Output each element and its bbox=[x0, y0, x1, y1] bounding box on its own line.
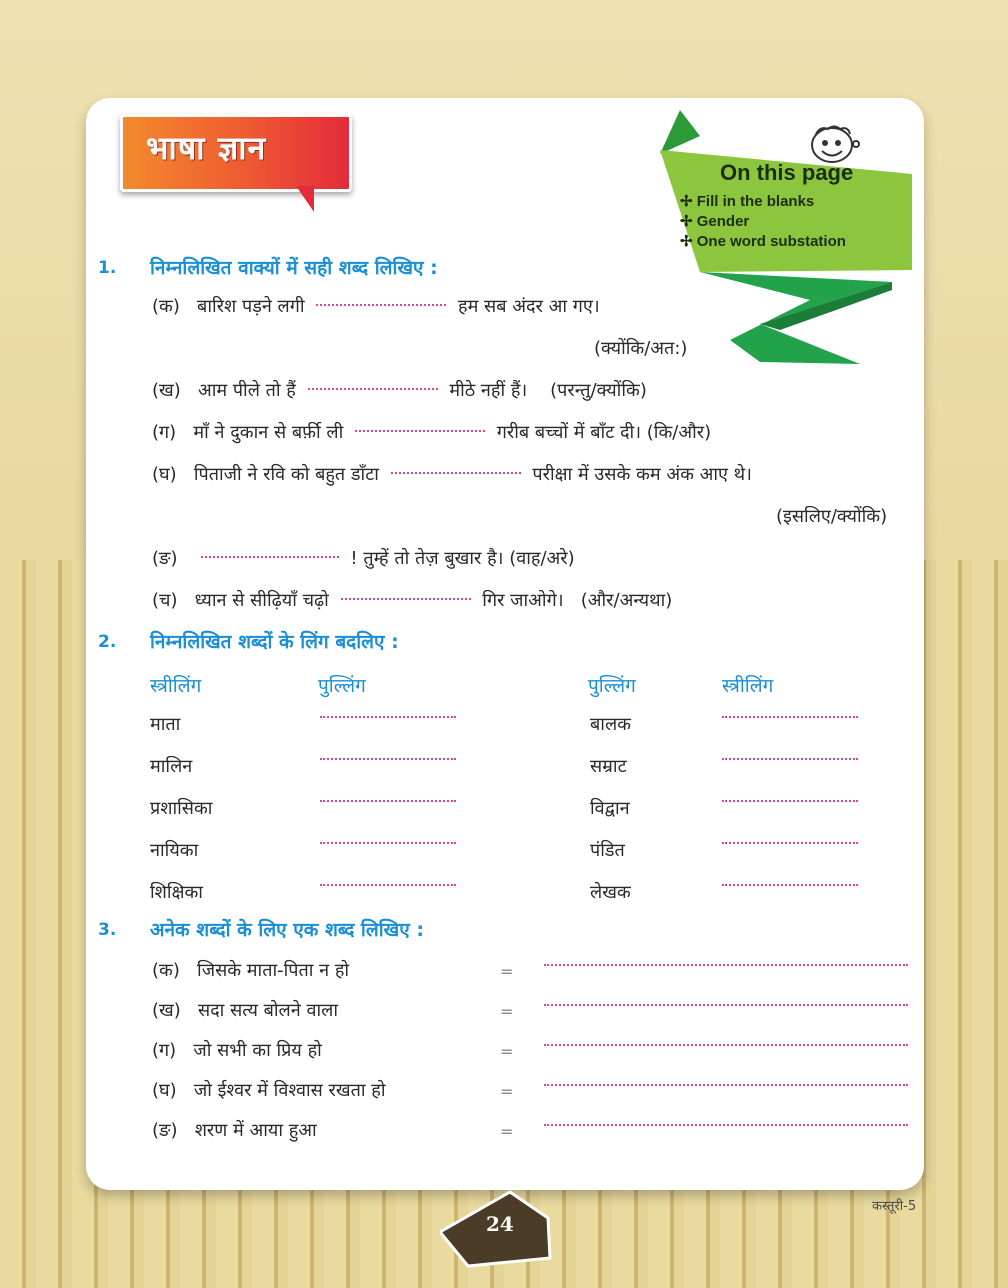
fill-blank[interactable] bbox=[722, 758, 858, 760]
row-text-before: माँ ने दुकान से बर्फ़ी ली bbox=[193, 422, 344, 443]
fill-blank[interactable] bbox=[544, 1044, 908, 1046]
row-text-before: पिताजी ने रवि को बहुत डाँटा bbox=[193, 464, 379, 485]
q3-row bbox=[152, 1078, 386, 1102]
row-label: (ख) bbox=[152, 380, 181, 401]
question-1-number: 1. bbox=[98, 258, 117, 278]
row-text-before: आम पीले तो हैं bbox=[197, 380, 296, 401]
row-text-before: बारिश पड़ने लगी bbox=[197, 296, 305, 317]
q1-row-d-options: (इसलिए/क्योंकि) bbox=[776, 506, 888, 527]
q3-row bbox=[152, 958, 349, 982]
row-text-before: ध्यान से सीढ़ियाँ चढ़ो bbox=[194, 590, 329, 611]
column-header-masculine: पुल्लिंग bbox=[588, 675, 636, 697]
row-options: (वाह/अरे) bbox=[509, 548, 575, 569]
question-2-heading: निम्नलिखित शब्दों के लिंग बदलिए : bbox=[150, 631, 399, 653]
row-label: (ङ) bbox=[152, 548, 178, 569]
gender-right-word: लेखक bbox=[590, 882, 631, 903]
fill-blank[interactable] bbox=[201, 556, 339, 558]
fill-blank[interactable] bbox=[316, 304, 446, 306]
q1-row-d bbox=[152, 462, 752, 486]
equals-sign: = bbox=[500, 1122, 514, 1141]
fill-blank[interactable] bbox=[722, 716, 858, 718]
fill-blank[interactable] bbox=[544, 1084, 908, 1086]
row-text: जिसके माता-पिता न हो bbox=[197, 960, 350, 981]
row-text: शरण में आया हुआ bbox=[194, 1120, 317, 1141]
gender-left-word: प्रशासिका bbox=[150, 798, 213, 819]
fill-blank[interactable] bbox=[320, 758, 456, 760]
fill-blank[interactable] bbox=[320, 800, 456, 802]
row-text-after: गरीब बच्चों में बाँट दी। bbox=[496, 422, 642, 443]
banner-tail bbox=[296, 186, 314, 212]
on-this-page-item: ✢ Fill in the blanks bbox=[680, 193, 815, 210]
row-options: (कि/और) bbox=[646, 422, 712, 443]
q1-row-a bbox=[152, 294, 600, 318]
fill-blank[interactable] bbox=[544, 1124, 908, 1126]
row-label: (ग) bbox=[152, 422, 177, 443]
q3-row bbox=[152, 1038, 322, 1062]
row-options: (परन्तु/क्योंकि) bbox=[550, 380, 647, 401]
q3-row bbox=[152, 998, 338, 1022]
page-number: 24 bbox=[486, 1212, 514, 1236]
q1-row-b bbox=[152, 378, 647, 402]
row-label: (ङ) bbox=[152, 1120, 178, 1141]
fill-blank[interactable] bbox=[391, 472, 521, 474]
row-label: (ग) bbox=[152, 1040, 177, 1061]
q1-row-a-options: (क्योंकि/अत:) bbox=[594, 338, 688, 359]
row-text-after: परीक्षा में उसके कम अंक आए थे। bbox=[532, 464, 753, 485]
fill-blank[interactable] bbox=[308, 388, 438, 390]
fill-blank[interactable] bbox=[320, 842, 456, 844]
question-3-heading: अनेक शब्दों के लिए एक शब्द लिखिए : bbox=[150, 919, 424, 941]
fill-blank[interactable] bbox=[355, 430, 485, 432]
q1-row-e bbox=[152, 546, 575, 570]
fill-blank[interactable] bbox=[544, 1004, 908, 1006]
column-header-feminine: स्त्रीलिंग bbox=[722, 675, 774, 697]
row-text-after: ! तुम्हें तो तेज़ बुखार है। bbox=[350, 548, 504, 569]
fill-blank[interactable] bbox=[722, 800, 858, 802]
question-3-number: 3. bbox=[98, 920, 117, 940]
row-label: (घ) bbox=[152, 464, 177, 485]
q1-row-c bbox=[152, 420, 711, 444]
row-label: (ख) bbox=[152, 1000, 181, 1021]
row-text-after: गिर जाओगे। bbox=[482, 590, 564, 611]
row-label: (घ) bbox=[152, 1080, 177, 1101]
row-label: (क) bbox=[152, 296, 180, 317]
fill-blank[interactable] bbox=[341, 598, 471, 600]
gender-right-word: बालक bbox=[590, 714, 631, 735]
fill-blank[interactable] bbox=[320, 884, 456, 886]
gender-left-word: माता bbox=[150, 714, 181, 735]
gender-right-word: पंडित bbox=[590, 840, 625, 861]
question-2-number: 2. bbox=[98, 632, 117, 652]
row-text-after: मीठे नहीं हैं। bbox=[449, 380, 528, 401]
row-label: (क) bbox=[152, 960, 180, 981]
q3-row bbox=[152, 1118, 317, 1142]
page-title: भाषा ज्ञान bbox=[146, 129, 267, 167]
gender-left-word: मालिन bbox=[150, 756, 193, 777]
on-this-page-title: On this page bbox=[720, 160, 854, 185]
fill-blank[interactable] bbox=[320, 716, 456, 718]
row-label: (च) bbox=[152, 590, 178, 611]
on-this-page-item: ✢ Gender bbox=[680, 213, 750, 230]
row-options: (और/अन्यथा) bbox=[580, 590, 673, 611]
equals-sign: = bbox=[500, 962, 514, 981]
book-name: कस्तूरी-5 bbox=[872, 1199, 917, 1214]
column-header-feminine: स्त्रीलिंग bbox=[150, 675, 202, 697]
gender-left-word: शिक्षिका bbox=[150, 882, 203, 903]
gender-left-word: नायिका bbox=[150, 840, 199, 861]
row-text: जो सभी का प्रिय हो bbox=[193, 1040, 322, 1061]
fill-blank[interactable] bbox=[722, 842, 858, 844]
row-text-after: हम सब अंदर आ गए। bbox=[458, 296, 600, 317]
column-header-masculine: पुल्लिंग bbox=[318, 675, 366, 697]
on-this-page-item: ✢ One word substation bbox=[680, 233, 846, 250]
question-1-heading: निम्नलिखित वाक्यों में सही शब्द लिखिए : bbox=[150, 257, 438, 279]
equals-sign: = bbox=[500, 1042, 514, 1061]
gender-right-word: सम्राट bbox=[590, 756, 627, 777]
equals-sign: = bbox=[500, 1082, 514, 1101]
row-text: जो ईश्वर में विश्वास रखता हो bbox=[193, 1080, 386, 1101]
fill-blank[interactable] bbox=[544, 964, 908, 966]
row-text: सदा सत्य बोलने वाला bbox=[197, 1000, 339, 1021]
fill-blank[interactable] bbox=[722, 884, 858, 886]
q1-row-f bbox=[152, 588, 672, 612]
equals-sign: = bbox=[500, 1002, 514, 1021]
gender-right-word: विद्वान bbox=[590, 798, 630, 819]
